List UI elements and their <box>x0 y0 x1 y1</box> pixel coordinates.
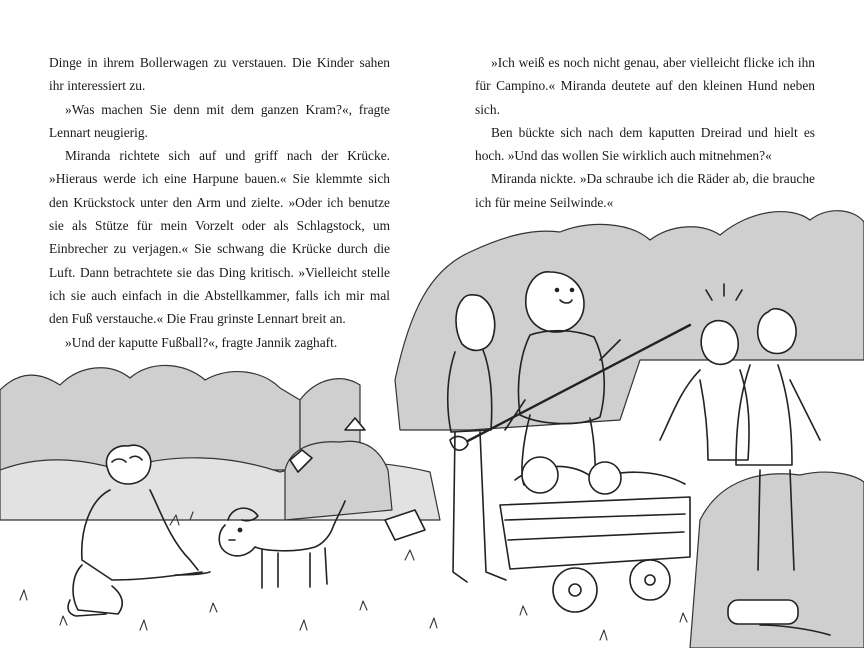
paragraph: »Ich weiß es noch nicht genau, aber vielleicht flicke ich ihn für Campino.« Miranda deutete auf den kleinen Hund neben sich. <box>475 55 815 117</box>
bushes <box>0 211 864 648</box>
paragraph: Dinge in ihrem Bollerwagen zu verstauen. Die Kinder sahen ihr interessiert zu. <box>49 55 390 94</box>
paragraph: »Was machen Sie denn mit dem ganzen Kram?«, fragte Lennart neugierig. <box>49 101 390 140</box>
paragraph: Miranda richtete sich auf und griff nach der Krücke. »Hieraus werde ich eine Harpune bauen.« Sie klemmte sich den Krückstock unter den Arm und zielte. »Oder ich benutze sie als Stütze für mein Vorzelt oder als Schlagstock, um Einbrecher zu verjagen.« Sie schwang die Krücke durch die Luft. Dann betrachtete sie das Ding kritisch. »Vielleicht stelle ich sie auch einfach in die Abstellkammer, falls ich mir mal den Fuß verstauche.« Die Frau grinste Lennart breit an. <box>49 148 390 327</box>
paragraph: Miranda nickte. »Da schraube ich die Räder ab, die brauche ich für meine Seilwinde.« <box>475 171 815 210</box>
paragraph: »Und der kaputte Fußball?«, fragte Jannik zaghaft. <box>65 334 338 350</box>
paragraph: Ben bückte sich nach dem kaputten Dreirad und hielt es hoch. »Und das wollen Sie wirklich auch mitnehmen?« <box>475 124 815 164</box>
handcart <box>500 457 690 612</box>
